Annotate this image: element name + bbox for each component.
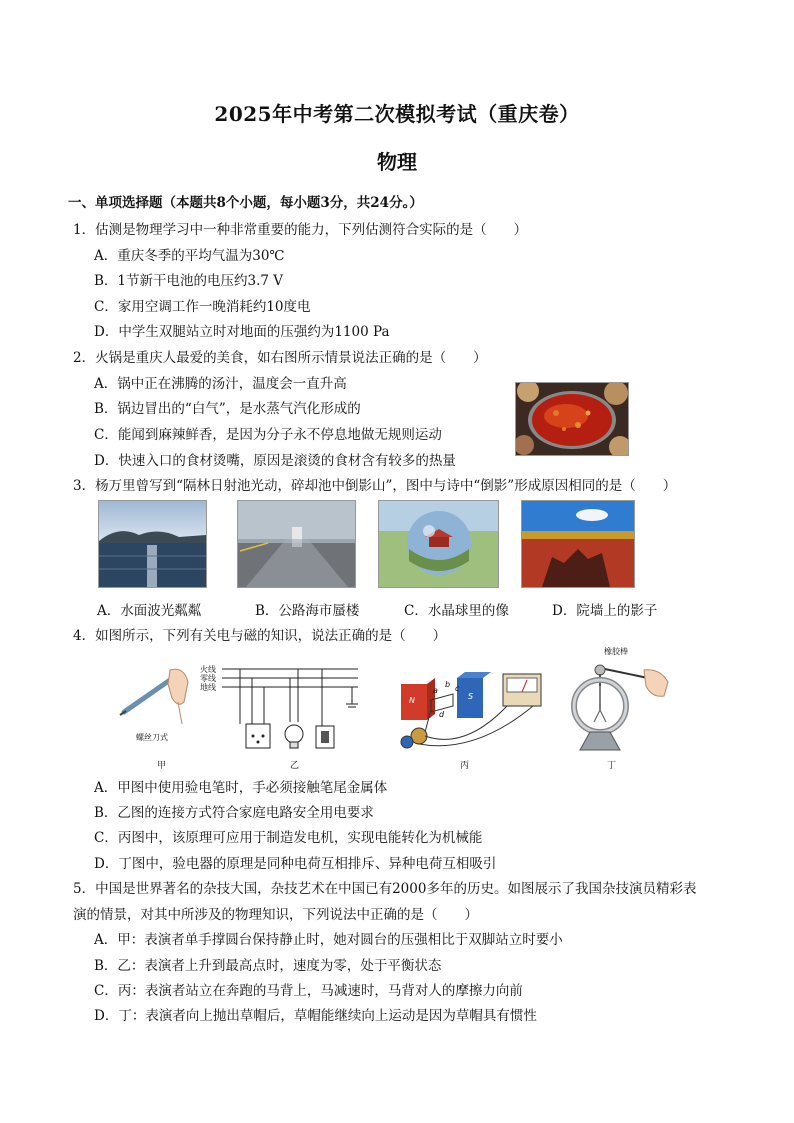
label-b: b xyxy=(445,680,451,689)
q2-option-d: D．快速入口的食材烫嘴，原因是滚烫的食材含有较多的热量 xyxy=(94,453,456,469)
q3-caption-b: B．公路海市蜃楼 xyxy=(255,603,360,619)
q1-option-d: D．中学生双腿站立时对地面的压强约为1100 Pa xyxy=(94,324,390,340)
fig-label-yi: 乙 xyxy=(290,761,300,771)
q4-option-b: B．乙图的连接方式符合家庭电路安全用电要求 xyxy=(94,805,374,821)
q4-option-d: D．丁图中，验电器的原理是同种电荷互相排斥、异种电荷互相吸引 xyxy=(94,856,497,872)
lake-image xyxy=(98,500,207,588)
hotpot-image xyxy=(515,382,629,456)
fig-label-bing: 丙 xyxy=(460,761,470,771)
electroscope-figure xyxy=(560,646,680,754)
wall-shadow-image xyxy=(521,500,635,588)
fire-wire-label: 火线 xyxy=(200,665,216,674)
q4-option-c: C．丙图中，该原理可应用于制造发电机，实现电能转化为机械能 xyxy=(94,830,483,846)
section-heading: 一、单项选择题（本题共8个小题，每小题3分，共24分。） xyxy=(68,195,423,211)
fig-label-ding: 丁 xyxy=(607,761,617,771)
pole-s-label: S xyxy=(468,692,474,701)
q5-option-a: A．甲：表演者单手撑圆台保持静止时，她对圆台的压强相比于双脚站立时要小 xyxy=(94,932,563,948)
label-a: a xyxy=(433,686,438,695)
road-mirage-image xyxy=(237,500,356,588)
q5-stem-line2: 演的情景，对其中所涉及的物理知识，下列说法中正确的是（ ） xyxy=(73,907,478,923)
crystal-ball-image xyxy=(378,500,499,588)
q1-option-b: B．1节新干电池的电压约3.7 V xyxy=(94,273,284,289)
q5-option-d: D．丁：表演者向上抛出草帽后，草帽能继续向上运动是因为草帽具有惯性 xyxy=(94,1008,537,1024)
q5-option-c: C．丙：表演者站立在奔跑的马背上，马减速时，马背对人的摩擦力向前 xyxy=(94,983,523,999)
q3-caption-a: A．水面波光粼粼 xyxy=(97,603,202,619)
test-pen-figure xyxy=(118,662,198,748)
label-c: c xyxy=(455,684,460,693)
q2-option-c: C．能闻到麻辣鲜香，是因为分子永不停息地做无规则运动 xyxy=(94,427,442,443)
rubber-rod-label: 橡胶棒 xyxy=(604,647,628,656)
label-d: d xyxy=(439,710,445,719)
subject-title: 物理 xyxy=(377,150,417,174)
q3-stem: 3．杨万里曾写到“隔林日射池光动，碎却池中倒影山”，图中与诗中“倒影”形成原因相同的是（ ） xyxy=(73,478,677,494)
household-circuit-figure xyxy=(200,664,365,756)
q5-option-b: B．乙：表演者上升到最高点时，速度为零，处于平衡状态 xyxy=(94,958,442,974)
q1-option-a: A．重庆冬季的平均气温为30℃ xyxy=(94,248,285,264)
q4-stem: 4．如图所示，下列有关电与磁的知识，说法正确的是（ ） xyxy=(73,628,447,644)
generator-figure xyxy=(395,670,547,755)
exam-title: 2025年中考第二次模拟考试（重庆卷） xyxy=(214,102,580,126)
neutral-wire-label: 零线 xyxy=(200,674,216,683)
q4-option-a: A．甲图中使用验电笔时，手必须接触笔尾金属体 xyxy=(94,780,388,796)
pole-n-label: N xyxy=(409,696,415,705)
ground-wire-label: 地线 xyxy=(200,683,216,692)
q1-option-c: C．家用空调工作一晚消耗约10度电 xyxy=(94,299,311,315)
q2-option-a: A．锅中正在沸腾的汤汁，温度会一直升高 xyxy=(94,376,347,392)
q2-stem: 2．火锅是重庆人最爱的美食，如右图所示情景说法正确的是（ ） xyxy=(73,350,487,366)
q3-caption-d: D．院墙上的影子 xyxy=(552,603,658,619)
q5-stem-line1: 5．中国是世界著名的杂技大国，杂技艺术在中国已有2000多年的历史。如图展示了我国杂技演员精彩表 xyxy=(73,881,697,897)
q2-option-b: B．锅边冒出的“白气”，是水蒸气汽化形成的 xyxy=(94,401,361,417)
fig-label-jia: 甲 xyxy=(157,761,167,771)
q1-stem: 1．估测是物理学习中一种非常重要的能力，下列估测符合实际的是（ ） xyxy=(73,222,528,238)
q3-caption-c: C．水晶球里的像 xyxy=(404,603,509,619)
screwdriver-label: 螺丝刀式 xyxy=(136,733,168,742)
